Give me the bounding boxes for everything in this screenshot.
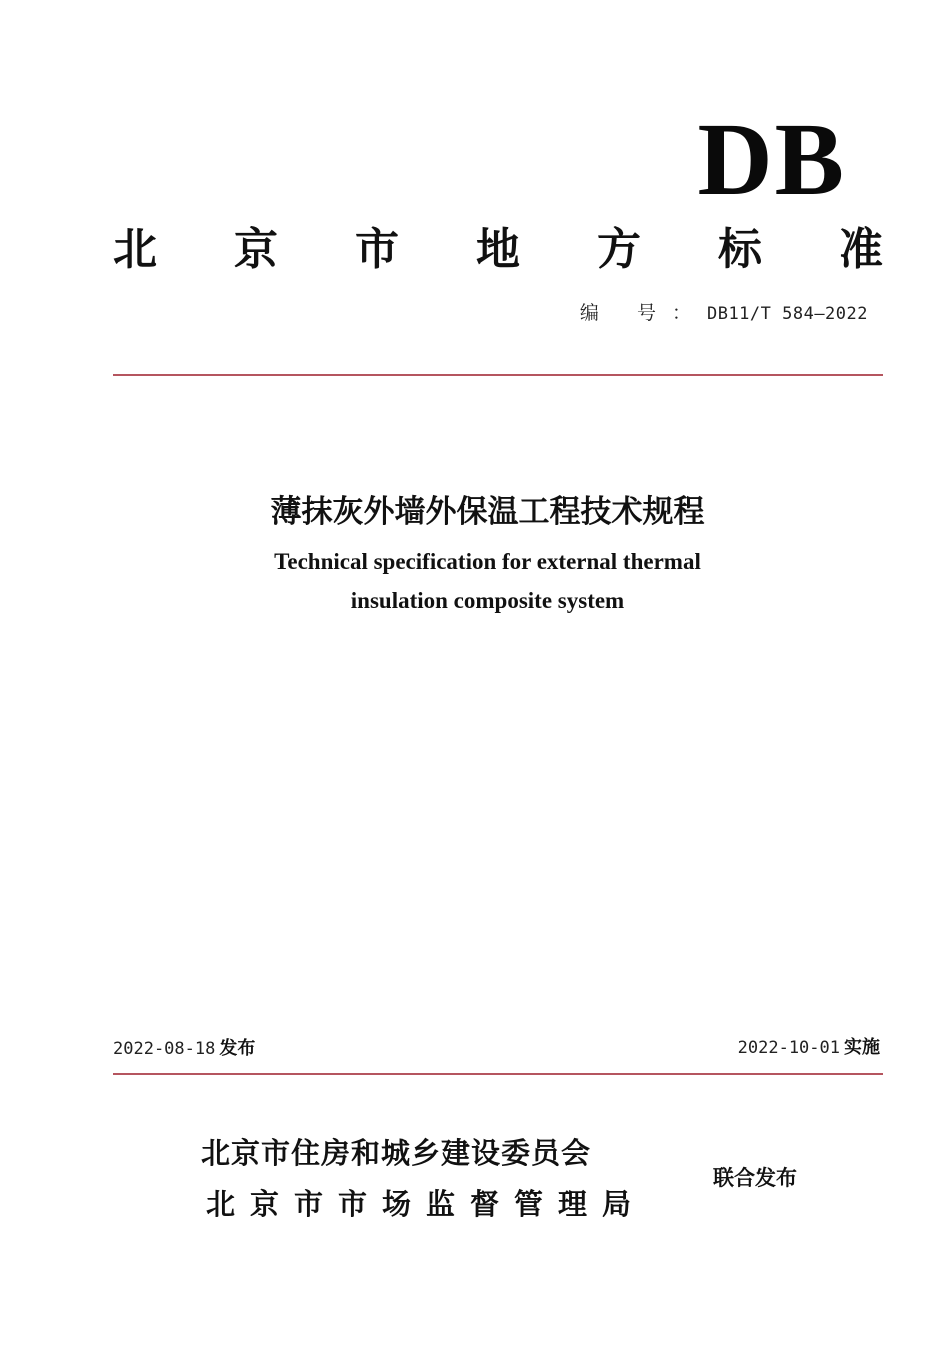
issuer-line: 北京市住房和城乡建设委员会 bbox=[201, 1136, 592, 1170]
top-divider bbox=[113, 374, 883, 376]
implementation-date-value: 2022-10-01 bbox=[737, 1038, 840, 1058]
standard-number-value: DB11/T 584—2022 bbox=[706, 304, 868, 324]
implementation-date bbox=[738, 1033, 880, 1059]
standard-type-char: 标 bbox=[718, 224, 762, 275]
standard-type-char: 市 bbox=[355, 224, 399, 275]
issue-date-suffix: 发布 bbox=[219, 1038, 256, 1059]
db-logo: DB bbox=[697, 102, 846, 217]
document-title-english bbox=[0, 542, 950, 620]
issue-date-value: 2022-08-18 bbox=[113, 1039, 216, 1059]
issue-date bbox=[113, 1034, 255, 1060]
standard-number-label: 编 号： bbox=[579, 302, 707, 324]
standard-type-char: 京 bbox=[234, 224, 278, 275]
standard-number bbox=[580, 298, 868, 325]
bottom-divider bbox=[113, 1073, 883, 1075]
standard-type-heading bbox=[113, 222, 883, 278]
implementation-date-suffix: 实施 bbox=[844, 1037, 880, 1058]
standard-type-char: 地 bbox=[476, 224, 520, 275]
english-title-line: insulation composite system bbox=[350, 588, 625, 613]
standard-type-char: 准 bbox=[839, 224, 883, 275]
document-title-chinese: 薄抹灰外墙外保温工程技术规程 bbox=[270, 494, 705, 530]
standard-type-char: 北 bbox=[113, 224, 157, 275]
joint-release-label: 联合发布 bbox=[713, 1166, 797, 1190]
english-title-line: Technical specification for external thermal bbox=[274, 549, 701, 574]
standard-type-char: 方 bbox=[597, 224, 641, 275]
issuer-line: 北京市市场监督管理局 bbox=[206, 1187, 647, 1221]
